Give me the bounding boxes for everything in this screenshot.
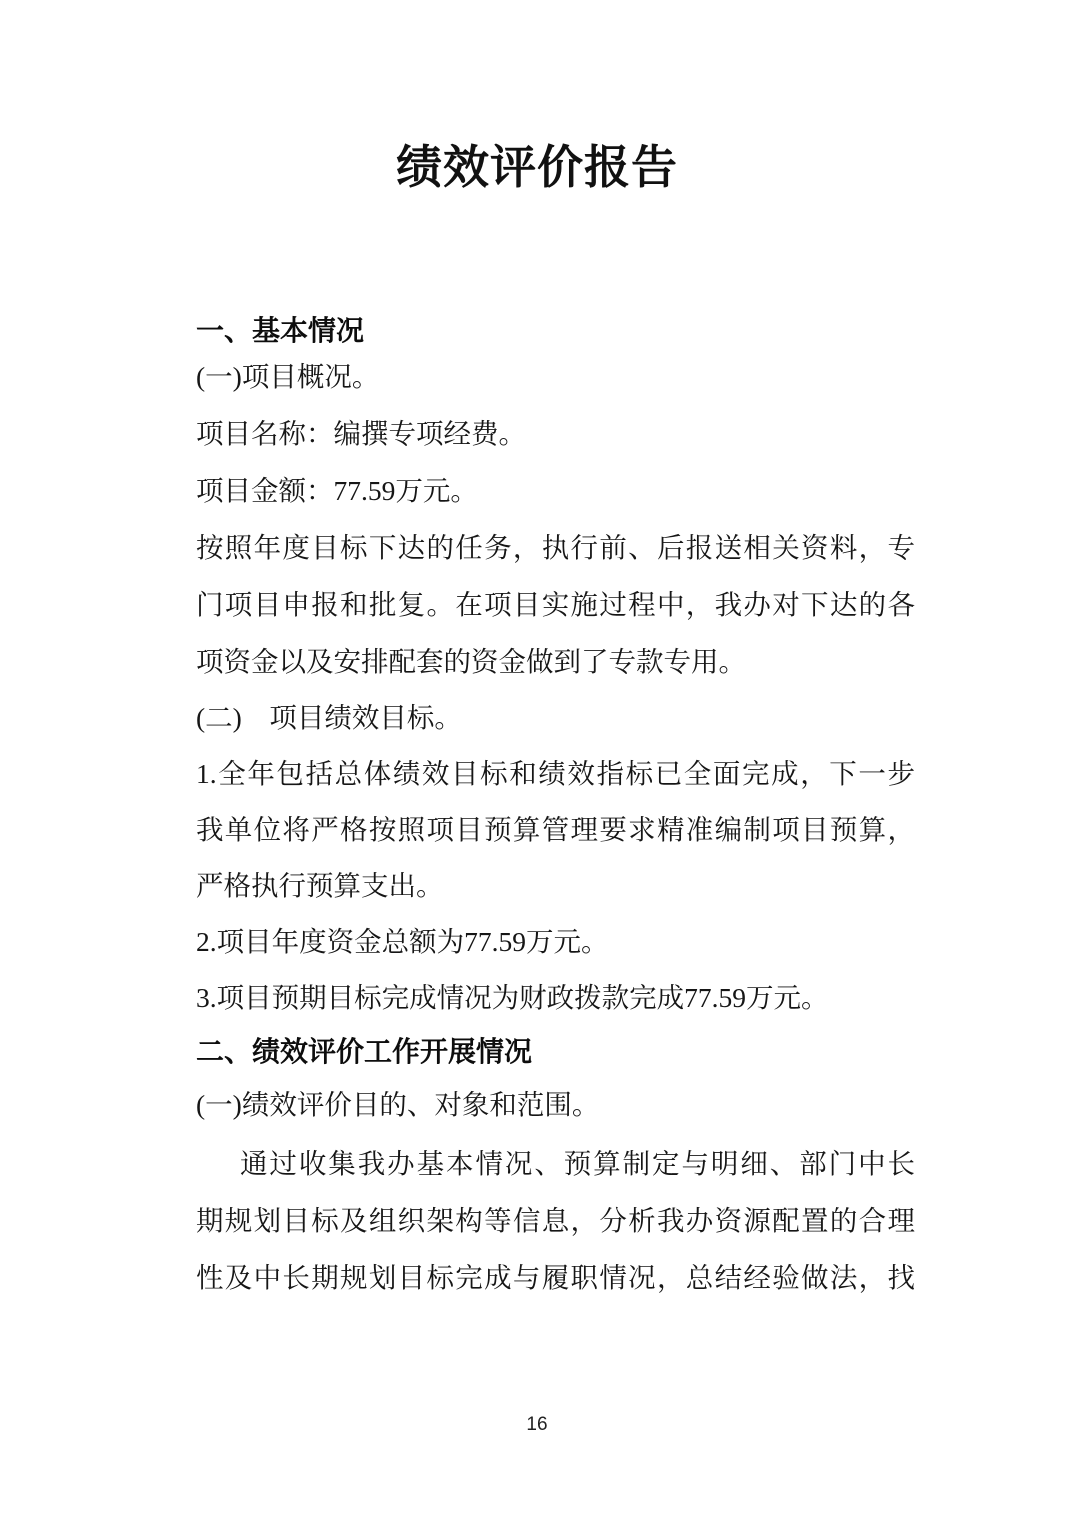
- section-heading: 二、绩效评价工作开展情况: [196, 1036, 533, 1067]
- paragraph-line: 通过收集我办基本情况、预算制定与明细、部门中长: [240, 1148, 915, 1179]
- paragraph-line: (二) 项目绩效目标。: [196, 702, 462, 733]
- paragraph-line: 项目金额：77.59万元。: [196, 475, 478, 506]
- paragraph-line: 2.项目年度资金总额为77.59万元。: [196, 926, 609, 957]
- paragraph-line: 项资金以及安排配套的资金做到了专款专用。: [196, 646, 746, 677]
- page-number: 16: [526, 1414, 548, 1435]
- paragraph-line: 1.全年包括总体绩效目标和绩效指标已全面完成，下一步: [196, 758, 915, 789]
- paragraph-line: 3.项目预期目标完成情况为财政拨款完成77.59万元。: [196, 982, 829, 1013]
- paragraph-line: 我单位将严格按照项目预算管理要求精准编制项目预算，: [196, 814, 915, 845]
- paragraph-line: 严格执行预算支出。: [196, 870, 444, 901]
- paragraph-line: 性及中长期规划目标完成与履职情况，总结经验做法，找: [196, 1262, 915, 1293]
- paragraph-line: 项目名称：编撰专项经费。: [196, 418, 526, 449]
- paragraph-line: (一)绩效评价目的、对象和范围。: [196, 1089, 600, 1120]
- paragraph-line: (一)项目概况。: [196, 361, 380, 392]
- paragraph-line: 门项目申报和批复。在项目实施过程中，我办对下达的各: [196, 589, 915, 620]
- section-heading: 一、基本情况: [196, 315, 365, 346]
- document-title: 绩效评价报告: [396, 142, 678, 193]
- paragraph-line: 期规划目标及组织架构等信息，分析我办资源配置的合理: [196, 1205, 915, 1236]
- paragraph-line: 按照年度目标下达的任务，执行前、后报送相关资料，专: [196, 532, 915, 563]
